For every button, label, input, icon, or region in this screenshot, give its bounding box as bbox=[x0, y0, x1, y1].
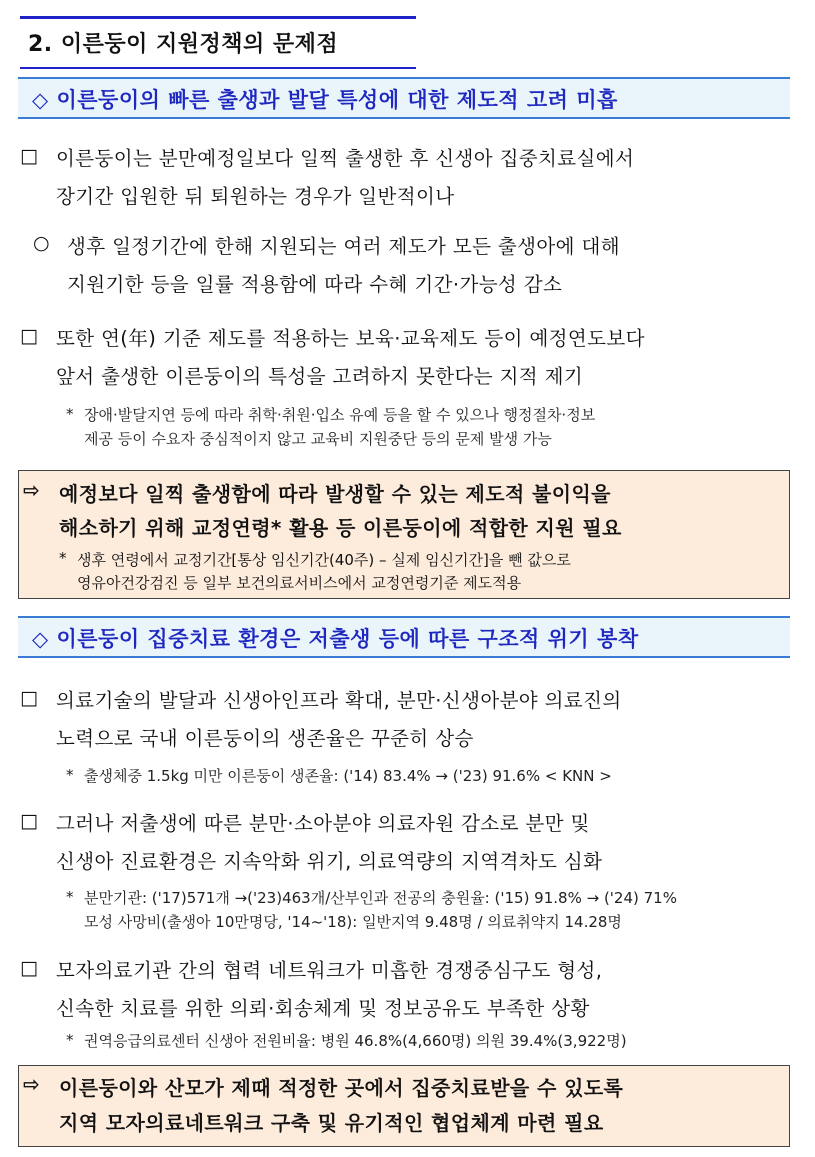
footnote-line: 모성 사망비(출생아 10만명당, '14~'18): 일반지역 9.48명 / 의료취약지 14.28명 bbox=[84, 913, 622, 931]
conclusion-line: 예정보다 일찍 출생함에 따라 발생할 수 있는 제도적 불이익을 bbox=[59, 482, 611, 506]
conclusion-box-1 bbox=[18, 470, 790, 599]
footnote-marker: * bbox=[59, 549, 67, 567]
paragraph-line: 모자의료기관 간의 협력 네트워크가 미흡한 경쟁중심구도 형성, bbox=[56, 959, 603, 982]
page-title: 2. 이른둥이 지원정책의 문제점 bbox=[28, 32, 339, 57]
footnote-marker: * bbox=[66, 405, 74, 423]
square-bullet-icon: □ bbox=[20, 145, 38, 167]
square-bullet-icon: □ bbox=[20, 687, 38, 709]
conclusion-line: 이른둥이와 산모가 제때 적정한 곳에서 집중치료받을 수 있도록 bbox=[59, 1076, 624, 1100]
diamond-icon: ◇ bbox=[32, 88, 49, 112]
footnote-line: 장애·발달지연 등에 따라 취학·취원·입소 유예 등을 할 수 있으나 행정절차·정보 bbox=[84, 406, 596, 424]
paragraph-line: 신속한 치료를 위한 의뢰·회송체계 및 정보공유도 부족한 상황 bbox=[56, 997, 590, 1020]
footnote-line: 제공 등이 수요자 중심적이지 않고 교육비 지원중단 등의 문제 발생 가능 bbox=[84, 430, 552, 448]
arrow-right-icon: ⇨ bbox=[23, 478, 41, 502]
arrow-right-icon: ⇨ bbox=[23, 1072, 41, 1096]
footnote-line: 영유아건강검진 등 일부 보건의료서비스에서 교정연령기준 제도적용 bbox=[77, 574, 522, 592]
page-title-block bbox=[20, 16, 416, 69]
square-bullet-icon: □ bbox=[20, 810, 38, 832]
paragraph-line: 그러나 저출생에 따른 분만·소아분야 의료자원 감소로 분만 및 bbox=[56, 812, 590, 835]
square-bullet-icon: □ bbox=[20, 957, 38, 979]
diamond-icon: ◇ bbox=[32, 627, 49, 651]
paragraph-line: 앞서 출생한 이른둥이의 특성을 고려하지 못한다는 지적 제기 bbox=[56, 365, 584, 388]
footnote-line: 생후 연령에서 교정기간[통상 임신기간(40주) – 실제 임신기간]을 뺀 값으로 bbox=[77, 551, 571, 569]
footnote-marker: * bbox=[66, 1031, 74, 1049]
footnote-marker: * bbox=[66, 888, 74, 906]
footnote-line: 권역응급의료센터 신생아 전원비율: 병원 46.8%(4,660명) 의원 39.4%(3,922명) bbox=[84, 1032, 627, 1050]
footnote-line: 출생체중 1.5kg 미만 이른둥이 생존율: ('14) 83.4% → ('23) 91.6% < KNN > bbox=[84, 767, 612, 785]
paragraph-line: 생후 일정기간에 한해 지원되는 여러 제도가 모든 출생아에 대해 bbox=[67, 235, 620, 258]
footnote-line: 분만기관: ('17)571개 →('23)463개/산부인과 전공의 충원율: ('15) 91.8% → ('24) 71% bbox=[84, 889, 677, 907]
conclusion-line: 지역 모자의료네트워크 구축 및 유기적인 협업체계 마련 필요 bbox=[59, 1111, 604, 1135]
footnote-marker: * bbox=[66, 766, 74, 784]
circle-bullet-icon: ○ bbox=[33, 232, 50, 254]
paragraph-line: 노력으로 국내 이른둥이의 생존율은 꾸준히 상승 bbox=[56, 727, 474, 750]
paragraph-line: 이른둥이는 분만예정일보다 일찍 출생한 후 신생아 집중치료실에서 bbox=[56, 147, 635, 170]
square-bullet-icon: □ bbox=[20, 325, 38, 347]
conclusion-line: 해소하기 위해 교정연령* 활용 등 이른둥이에 적합한 지원 필요 bbox=[59, 516, 622, 540]
paragraph-line: 신생아 진료환경은 지속악화 위기, 의료역량의 지역격차도 심화 bbox=[56, 850, 603, 873]
conclusion-box-2 bbox=[18, 1065, 790, 1147]
paragraph-line: 또한 연(年) 기준 제도를 적용하는 보육·교육제도 등이 예정연도보다 bbox=[56, 327, 645, 350]
section-1-heading-text: ◇ 이른둥이의 빠른 출생과 발달 특성에 대한 제도적 고려 미흡 bbox=[32, 88, 618, 112]
section-2-heading bbox=[18, 616, 790, 658]
paragraph-line: 의료기술의 발달과 신생아인프라 확대, 분만·신생아분야 의료진의 bbox=[56, 689, 622, 712]
paragraph-line: 장기간 입원한 뒤 퇴원하는 경우가 일반적이나 bbox=[56, 185, 455, 208]
section-1-heading bbox=[18, 77, 790, 119]
section-2-heading-text: ◇ 이른둥이 집중치료 환경은 저출생 등에 따른 구조적 위기 봉착 bbox=[32, 627, 639, 651]
paragraph-line: 지원기한 등을 일률 적용함에 따라 수혜 기간·가능성 감소 bbox=[67, 273, 563, 296]
